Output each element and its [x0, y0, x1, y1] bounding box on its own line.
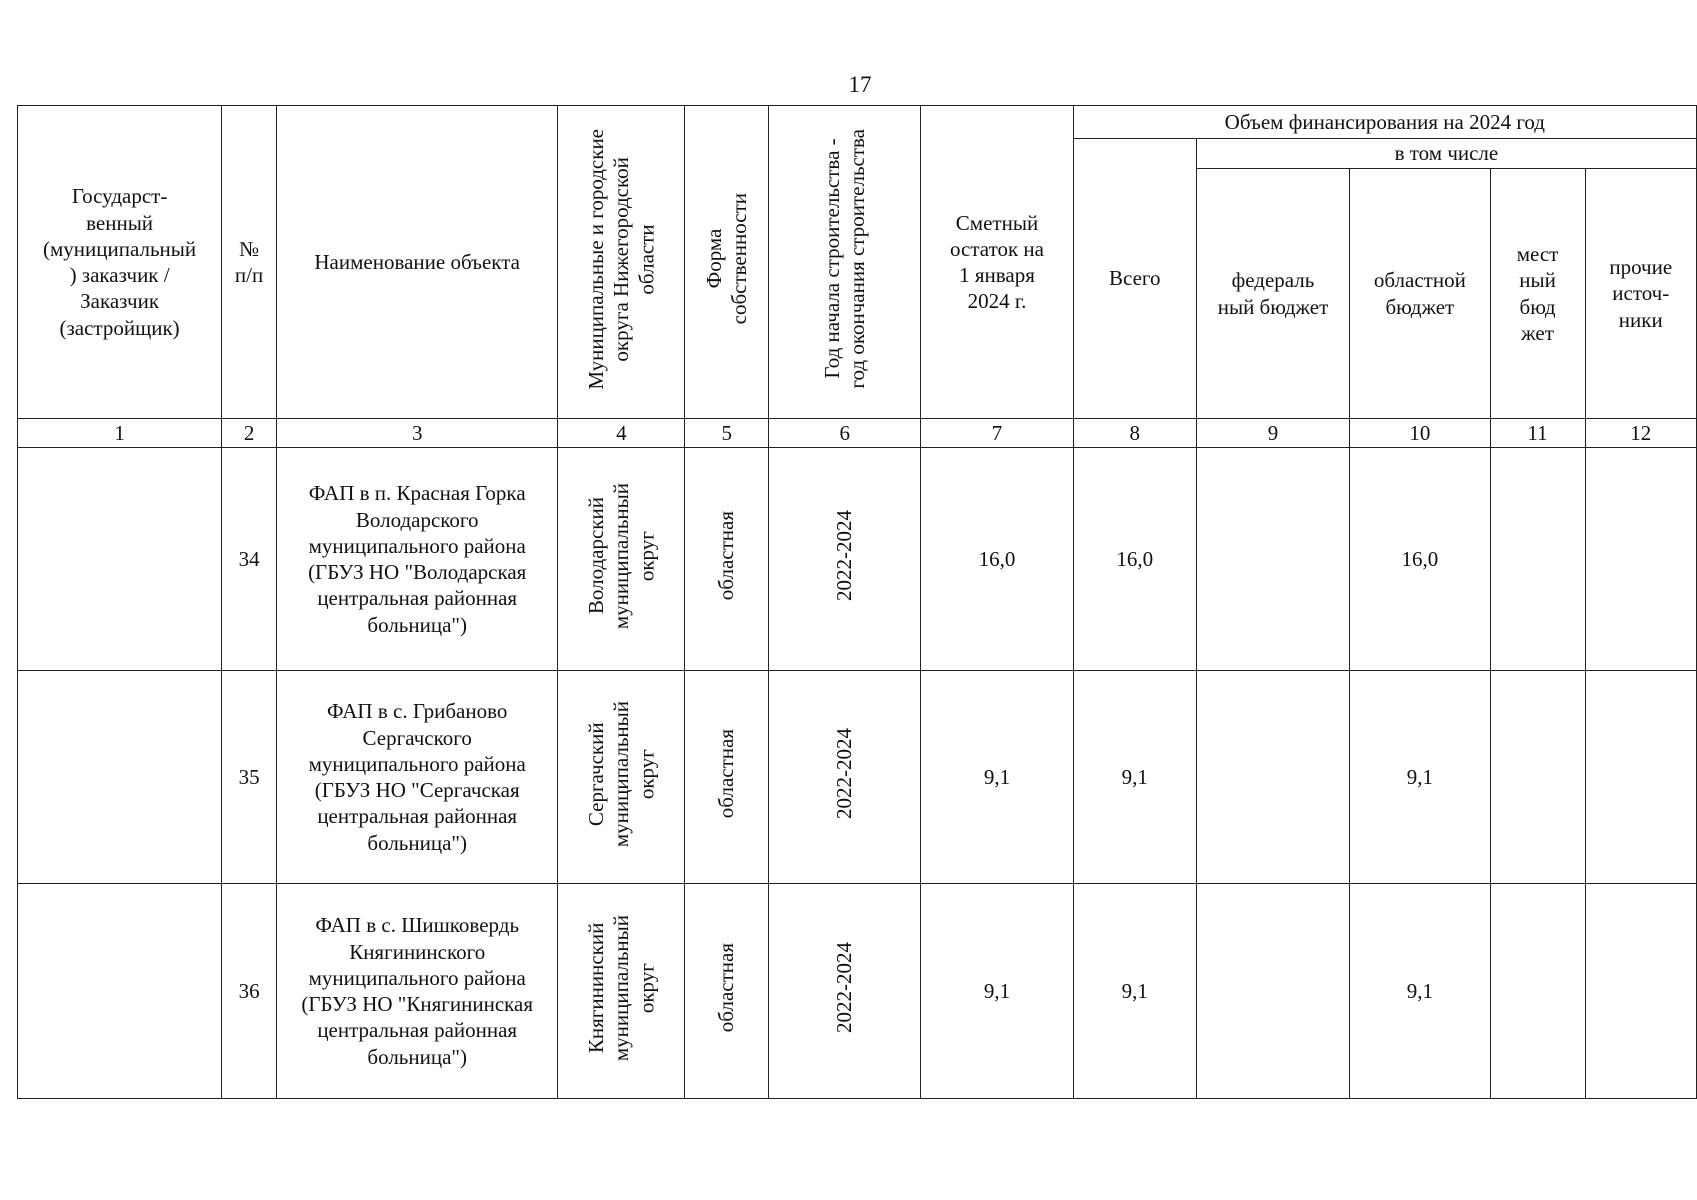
ownership-text: областная [714, 943, 739, 1033]
header-funding-group: Объем финансирования на 2024 год [1073, 106, 1696, 139]
header-ownership-cell [685, 106, 769, 419]
table-row [18, 671, 1697, 884]
cell-other [1585, 448, 1696, 671]
cell-federal [1196, 671, 1349, 884]
cell-federal [1196, 448, 1349, 671]
header-estimate: Сметный остаток на 1 января 2024 г. [921, 106, 1073, 419]
column-number: 12 [1585, 419, 1696, 448]
cell-estimate: 9,1 [921, 671, 1073, 884]
header-ownership: Форма собственности [701, 193, 751, 325]
cell-local [1490, 671, 1585, 884]
header-municipality-cell [558, 106, 685, 419]
cell-customer [18, 884, 222, 1099]
cell-years [769, 884, 921, 1099]
cell-regional: 9,1 [1350, 671, 1490, 884]
cell-number: 34 [222, 448, 277, 671]
cell-estimate: 16,0 [921, 448, 1073, 671]
column-number: 5 [685, 419, 769, 448]
cell-years [769, 671, 921, 884]
municipality-text: Сергачский муниципальный округ [583, 700, 658, 847]
cell-municipality [558, 448, 685, 671]
cell-municipality [558, 884, 685, 1099]
cell-object-name: ФАП в п. Красная Горка Володарского муниципального района (ГБУЗ НО "Володарская центральная районная больница") [277, 448, 558, 671]
cell-local [1490, 884, 1585, 1099]
cell-number: 36 [222, 884, 277, 1099]
cell-number: 35 [222, 671, 277, 884]
column-number: 2 [222, 419, 277, 448]
cell-total: 9,1 [1073, 884, 1196, 1099]
column-number: 7 [921, 419, 1073, 448]
cell-other [1585, 671, 1696, 884]
column-number: 3 [277, 419, 558, 448]
municipality-text: Княгининский муниципальный округ [583, 914, 658, 1061]
municipality-text: Володарский муниципальный округ [583, 482, 658, 629]
ownership-text: областная [714, 729, 739, 819]
cell-ownership [685, 671, 769, 884]
cell-total: 16,0 [1073, 448, 1196, 671]
header-including: в том числе [1196, 139, 1696, 169]
header-number: № п/п [222, 106, 277, 419]
cell-total: 9,1 [1073, 671, 1196, 884]
cell-municipality [558, 671, 685, 884]
table-row [18, 884, 1697, 1099]
years-text: 2022-2024 [832, 510, 857, 602]
header-object-name: Наименование объекта [277, 106, 558, 419]
column-number: 8 [1073, 419, 1196, 448]
years-text: 2022-2024 [832, 942, 857, 1034]
cell-ownership [685, 448, 769, 671]
column-number: 6 [769, 419, 921, 448]
cell-regional: 9,1 [1350, 884, 1490, 1099]
table-row [18, 448, 1697, 671]
cell-customer [18, 671, 222, 884]
cell-ownership [685, 884, 769, 1099]
cell-years [769, 448, 921, 671]
years-text: 2022-2024 [832, 728, 857, 820]
financing-table [17, 105, 1697, 1099]
header-years: Год начала строительства - год окончания строительства [819, 129, 869, 389]
cell-customer [18, 448, 222, 671]
column-number: 1 [18, 419, 222, 448]
cell-object-name: ФАП в с. Шишковердь Княгининского муниципального района (ГБУЗ НО "Княгининская центральная районная больница") [277, 884, 558, 1099]
ownership-text: областная [714, 511, 739, 601]
header-municipality: Муниципальные и городские округа Нижегородской области [583, 128, 658, 390]
header-federal: федераль ный бюджет [1196, 169, 1349, 419]
column-number: 9 [1196, 419, 1349, 448]
column-number: 10 [1350, 419, 1490, 448]
header-years-cell [769, 106, 921, 419]
header-total: Всего [1073, 139, 1196, 419]
header-customer: Государст- венный (муниципальный ) заказчик / Заказчик (застройщик) [18, 106, 222, 419]
column-number: 4 [558, 419, 685, 448]
cell-regional: 16,0 [1350, 448, 1490, 671]
cell-object-name: ФАП в с. Грибаново Сергачского муниципального района (ГБУЗ НО "Сергачская центральная районная больница") [277, 671, 558, 884]
cell-estimate: 9,1 [921, 884, 1073, 1099]
cell-other [1585, 884, 1696, 1099]
column-number: 11 [1490, 419, 1585, 448]
cell-federal [1196, 884, 1349, 1099]
column-number-row [18, 419, 1697, 448]
header-local: мест ный бюд жет [1490, 169, 1585, 419]
page-number: 17 [848, 72, 872, 97]
header-other: прочие источ- ники [1585, 169, 1696, 419]
cell-local [1490, 448, 1585, 671]
header-row-1 [18, 106, 1697, 139]
header-regional: областной бюджет [1350, 169, 1490, 419]
